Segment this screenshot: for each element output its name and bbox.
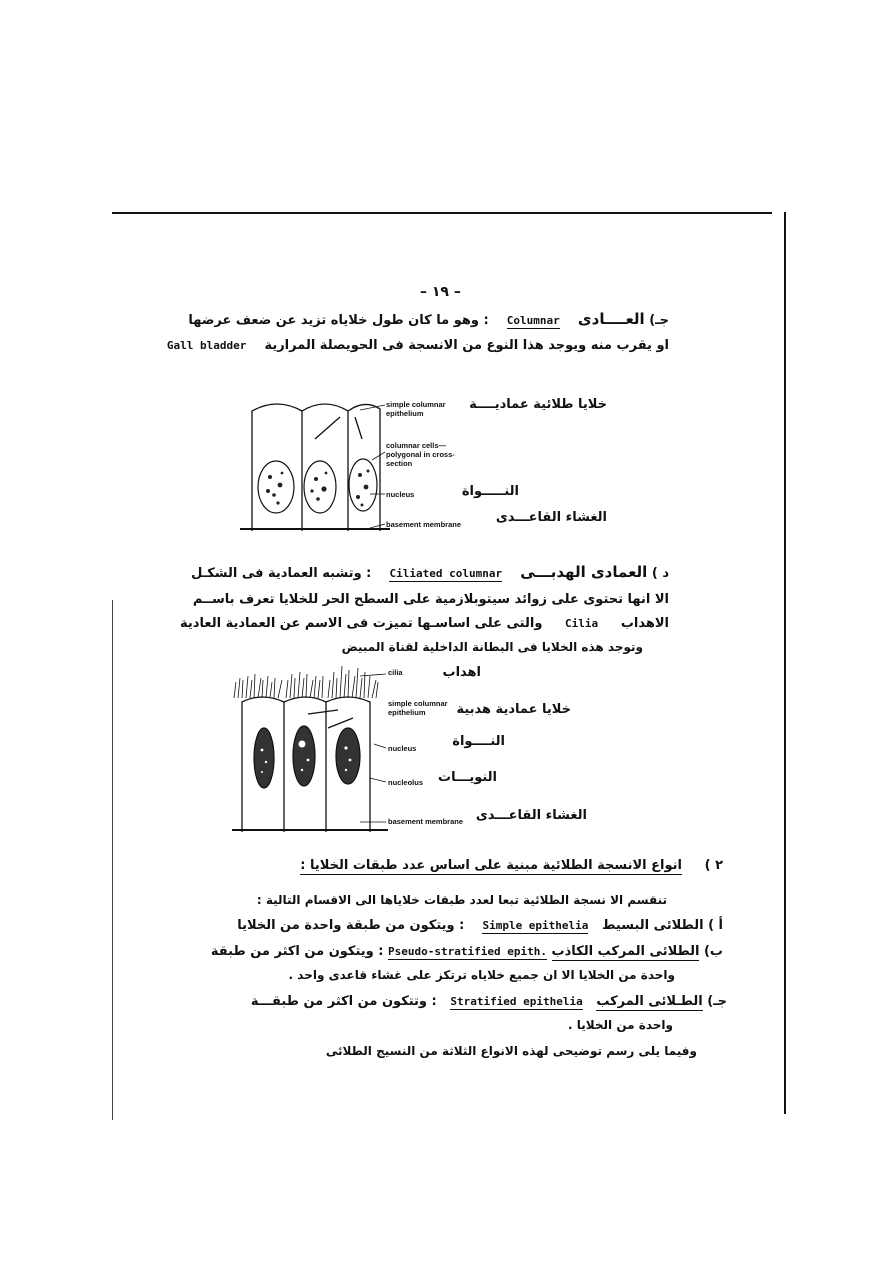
figure2-leader-lines: [360, 662, 390, 832]
section2-number: ٢ ): [704, 858, 723, 873]
top-rule: [112, 212, 772, 214]
item-b-term: Pseudo-stratified epith.: [388, 945, 547, 958]
fig2-label-membrane: basement membrane: [388, 817, 464, 826]
fig2-label-nucleus: nucleus: [388, 744, 417, 753]
fig1-ar-epith: خلايا طلائية عماديــــة: [469, 397, 607, 412]
section-d-term2: Cilia: [565, 617, 599, 630]
section-c-line1: [188, 310, 669, 329]
item-c-term: Stratified epithelia: [450, 995, 583, 1008]
item-c-title: الطـلائى المركب: [596, 994, 703, 1009]
item-b-marker: ب): [703, 944, 723, 959]
section-d-line2: الا انها تحتوى على زوائد سيتوبلازمية على السطح الحر للخلايا تعرف باســم: [192, 592, 669, 607]
fig1-ar-membrane: الغشاء القاعـــدى: [495, 510, 607, 525]
section-d-line4: وتوجد هذه الخلايا فى البطانة الداخلية لقناة المبيض: [341, 640, 643, 654]
section2-item-c: [251, 994, 727, 1010]
section2-item-b: [211, 944, 723, 960]
section2-item-a: [237, 918, 723, 934]
fig1-label-cells: columnar cells— polygonal in cross- section: [386, 441, 455, 468]
item-b-text2: واحدة من الخلايا الا ان جميع خلاياه ترتكز على غشاء قاعدى واحد .: [288, 968, 675, 982]
fig2-ar-nucleolus: النويـــات: [438, 770, 497, 785]
left-border: [112, 600, 113, 1120]
section-d-line1: [191, 563, 669, 582]
item-c-text2: واحدة من الخلايا .: [568, 1018, 673, 1032]
fig2-ar-membrane: الغشاء القاعـــدى: [475, 808, 587, 823]
item-a-text: : ويتكون من طبقة واحدة من الخلايا: [237, 918, 465, 933]
section-c-text1: : وهو ما كان طول خلاياه تزيد عن ضعف عرضها: [188, 313, 489, 328]
fig2-ar-epith: خلايا عمادية هدبية: [456, 702, 571, 717]
section-c-line2: [167, 338, 669, 353]
item-a-title: الطلائى البسيط: [602, 918, 704, 933]
item-a-marker: أ ): [708, 918, 723, 933]
item-c-text: : وتتكون من اكثر من طبقـــة: [250, 994, 437, 1009]
section-d-title: العمادى الهدبـــى: [520, 563, 648, 581]
section2-heading-row: [300, 858, 723, 873]
fig1-label-epith: simple columnar epithelium: [386, 400, 446, 418]
section-d-term: Ciliated columnar: [389, 567, 503, 580]
item-b-text: : ويتكون من اكثر من طبقة: [210, 944, 384, 959]
fig2-label-nucleolus: nucleolus: [388, 778, 424, 787]
section2-intro: تنقسم الا نسجة الطلائية تبعا لعدد طبقات خلاياها الى الاقسام التالية :: [256, 893, 667, 907]
right-border: [784, 212, 786, 1114]
section-d-text1: : وتشبه العمادية فى الشكـل: [191, 566, 372, 581]
section2-heading: انواع الانسجة الطلائية مبنية على اساس عدد طبقات الخلايا :: [300, 858, 682, 873]
section-d-line3: [180, 616, 669, 631]
section-c-title: العــــادى: [577, 310, 645, 328]
item-c-marker: جـ): [707, 994, 727, 1009]
section-c-marker: جـ): [649, 313, 669, 328]
section-c-term2: Gall bladder: [166, 339, 247, 352]
section-c-text2: او يقرب منه ويوجد هذا النوع من الانسجة فى الحويصلة المرارية: [264, 338, 669, 353]
section-d-line3a: الاهداب: [620, 616, 669, 631]
section-d-line3b: والتى على اساسـها تميزت فى الاسم عن العمادية العادية: [180, 616, 543, 631]
page-number: – ١٩ –: [420, 284, 461, 300]
section2-closing: وفيما يلى رسم توضيحى لهذه الانواع الثلاثة من النسيج الطلائى: [325, 1044, 697, 1058]
fig1-ar-nucleus: النـــــواة: [461, 484, 519, 499]
fig2-ar-cilia: اهداب: [442, 665, 481, 680]
item-a-term: Simple epithelia: [482, 919, 589, 932]
fig2-label-epith: simple columnar epithelium: [388, 699, 448, 717]
item-b-title: الطلائى المركب الكاذب: [551, 944, 700, 959]
section-c-term: Columnar: [506, 314, 560, 327]
fig2-ar-nucleus: النــــواة: [452, 734, 505, 749]
fig1-label-membrane: basement membrane: [386, 520, 462, 529]
section-d-marker: د ): [651, 566, 669, 581]
fig1-label-nucleus: nucleus: [386, 490, 415, 499]
fig2-label-cilia: cilia: [388, 668, 403, 677]
